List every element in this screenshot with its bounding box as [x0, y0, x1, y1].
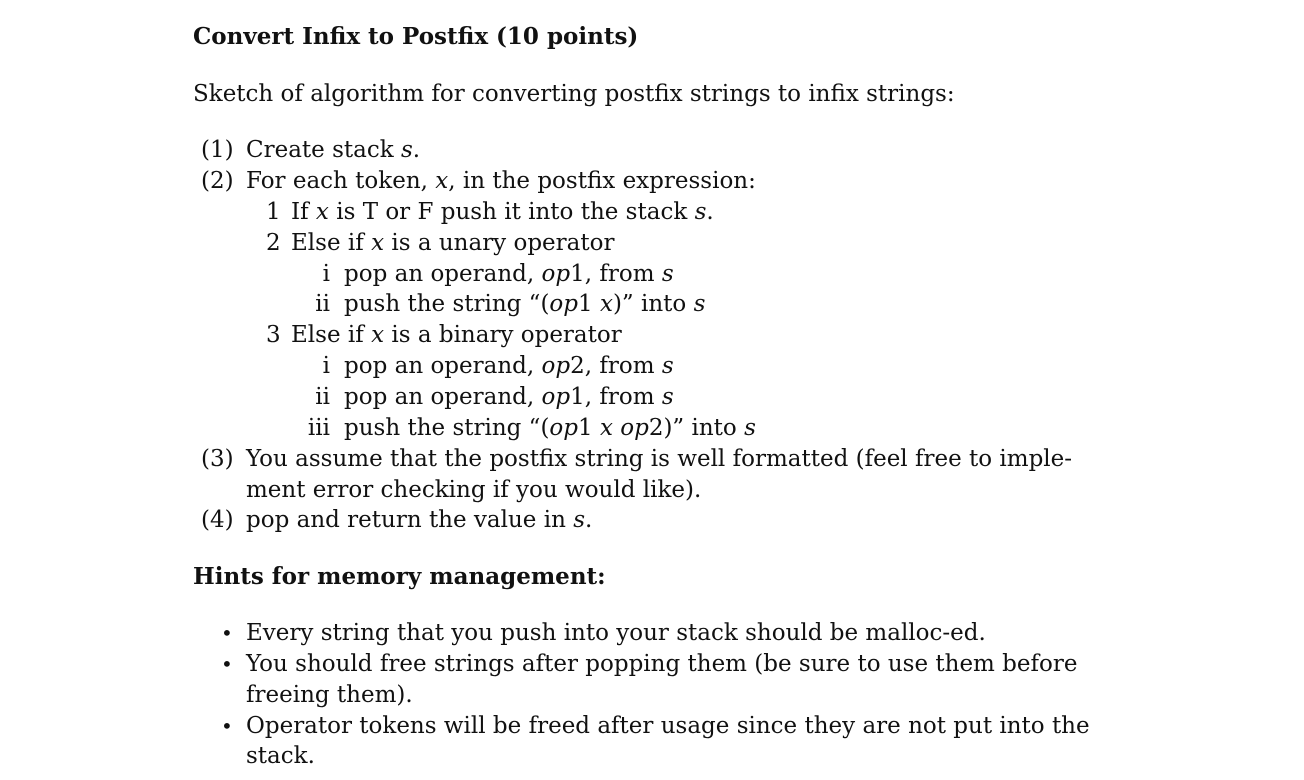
section-title: Convert Infix to Postfix (10 points): [193, 23, 639, 50]
substep-2-ii-number: ii: [315, 291, 330, 317]
step-2-number: (2): [201, 168, 234, 194]
bullet-dot-icon: •: [221, 621, 233, 645]
step-1-number: (1): [201, 137, 234, 163]
substep-2-number: 2: [266, 230, 281, 256]
substep-3-text: Else if x is a binary operator: [291, 322, 622, 348]
hints-title: Hints for memory management:: [193, 563, 606, 590]
intro-text: Sketch of algorithm for converting postfix strings to infix strings:: [193, 81, 955, 107]
substep-2-i-number: i: [322, 261, 330, 287]
step-3-number: (3): [201, 446, 234, 472]
bullet-1-text: Every string that you push into your stack should be malloc-ed.: [246, 620, 986, 646]
step-4-number: (4): [201, 507, 234, 533]
step-1-text: Create stack s.: [246, 137, 421, 163]
substep-3-iii-text: push the string “(op1 x op2)” into s: [344, 415, 756, 441]
step-2-text: For each token, x, in the postfix expression:: [246, 168, 756, 194]
substep-2-text: Else if x is a unary operator: [291, 230, 615, 256]
substep-1-number: 1: [266, 199, 281, 225]
substep-3-iii-number: iii: [307, 415, 330, 441]
substep-3-number: 3: [266, 322, 281, 348]
substep-3-ii-number: ii: [315, 384, 330, 410]
substep-1-text: If x is T or F push it into the stack s.: [291, 199, 714, 225]
substep-3-ii-text: pop an operand, op1, from s: [344, 384, 674, 410]
bullet-dot-icon: •: [221, 652, 233, 676]
step-3-line-1: You assume that the postfix string is well formatted (feel free to imple-: [246, 446, 1073, 472]
bullet-3-line-2: stack.: [246, 743, 315, 769]
bullet-3-line-1: Operator tokens will be freed after usage since they are not put into the: [246, 713, 1090, 739]
bullet-2-line-1: You should free strings after popping them (be sure to use them before: [246, 651, 1078, 677]
step-4-text: pop and return the value in s.: [246, 507, 593, 533]
substep-2-ii-text: push the string “(op1 x)” into s: [344, 291, 706, 317]
bullet-dot-icon: •: [221, 714, 233, 738]
substep-3-i-number: i: [322, 353, 330, 379]
substep-3-i-text: pop an operand, op2, from s: [344, 353, 674, 379]
step-3-line-2: ment error checking if you would like).: [246, 477, 702, 503]
bullet-2-line-2: freeing them).: [246, 682, 413, 708]
substep-2-i-text: pop an operand, op1, from s: [344, 261, 674, 287]
